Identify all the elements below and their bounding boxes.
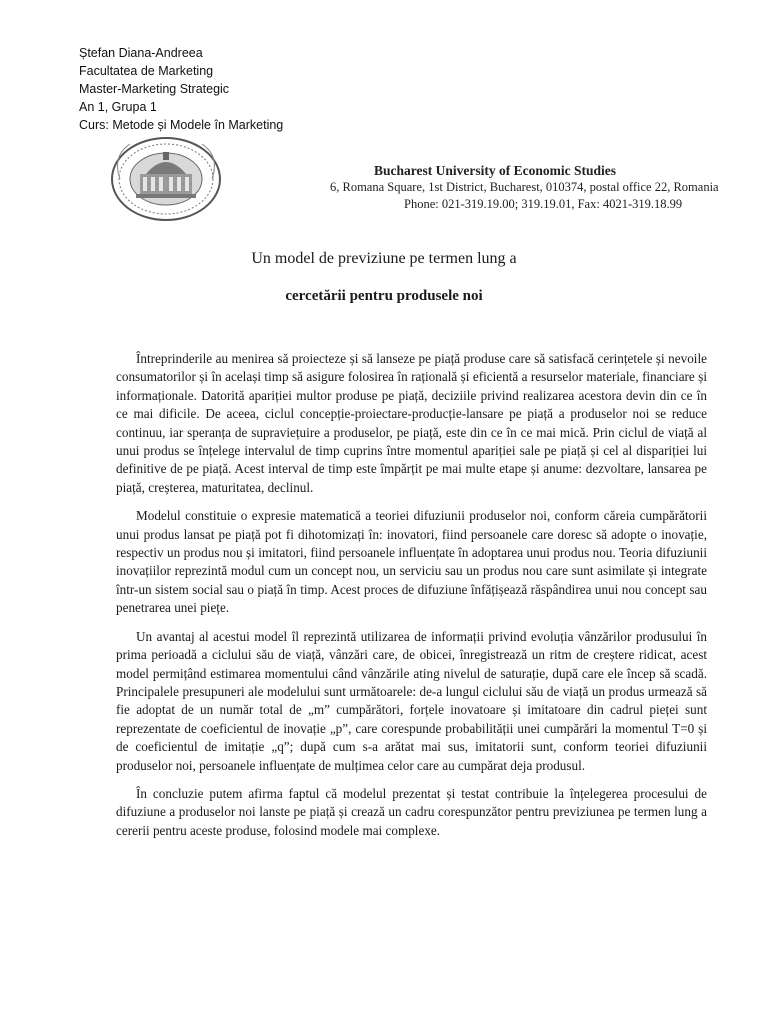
paragraph-2: Modelul constituie o expresie matematică a teoriei difuziunii produselor noi, conform căreia cumpărătorii unui produs lansat pe piață pot fi dihotomizați în: inovatori, fiind persoanele care doresc să adopte o inovație, respectiv un produs nou și imitatori, fiind persoanele influențate în adoptarea unui produs nou. Teoria difuziunii inovațiilor reprezintă modul cum un concept nou, un serviciu sau un produs nou care sunt asimilate și integrate într-un sistem social sau o piață în timp. Acest proces de difuziune înfățișează răspândirea unui nou concept sau penetrarea unei piețe. (116, 508, 707, 616)
university-header (110, 136, 719, 226)
paragraph-1: Întreprinderile au menirea să proiecteze și să lanseze pe piață produse care să satisfacă cerințetele și nevoile consumatorilor și în același timp să asigure folosirea în rațională și eficientă a resurselor materiale, financiare și informaționale. Datorită apariției multor produse pe piață, deciziile privind realizarea acestora devin din ce în ce mai dificile. De aceea, ciclul concepție-proiectare-producție-lansare pe piață a produselor noi se reduce continuu, iar speranța de supraviețuire a produselor, pe piață, este din ce în ce mai mică. Prin ciclul de viață al unui produs se înțelege intervalul de timp cuprins între momentul apariției sale pe piață și cel al dispariției lui definitive de pe piață. Acest interval de timp este împărțit pe mai multe etape și anume: dezvoltare, lansarea pe piață, creșterea, maturitatea, declinul. (116, 351, 707, 495)
document-title-line1: Un model de previziune pe termen lung a (251, 250, 517, 267)
university-phone: Phone: 021-319.19.00; 319.19.01, Fax: 4021-319.18.99 (404, 197, 683, 211)
author-name: Ștefan Diana-Andreea (79, 46, 203, 60)
author-course: Curs: Metode și Modele în Marketing (79, 118, 284, 132)
university-name: Bucharest University of Economic Studies (374, 163, 616, 178)
author-block (79, 44, 283, 134)
paragraph-3: Un avantaj al acestui model îl reprezintă utilizarea de informații privind evoluția vânzărilor produsului în prima perioadă a ciclului său de viață, vânzări care, de obicei, înregistrează un ritm de creștere ridicat, acest model permițând estimarea momentului când vânzările ating nivelul de saturație, după care ele încep să scadă. Principalele presupuneri ale modelului sunt următoarele: de-a lungul ciclului său de viață un produs urmează să fie adoptat de un număr total de „m” cumpărători, forțele inovatoare și imitatoare din cadrul pieței sunt reprezentate de coeficientul de inovație „p”, care corespunde probabilității unei cumpărări la momentul T=0 și de coeficientul de imitație „q”; după cum s-a arătat mai sus, imitatorii sunt, conform teoriei difuziunii produselor noi, persoanele influențate de mulțimea celor care au cumpărat deja produsul. (116, 628, 707, 773)
university-seal-icon (110, 136, 222, 222)
document-title-line2: cercetării pentru produsele noi (285, 288, 483, 304)
author-faculty: Facultatea de Marketing (79, 64, 214, 78)
paragraph-4: În concluzie putem afirma faptul că modelul prezentat și testat contribuie la înțelegerea procesului de difuziune a produselor noi lanste pe piață și crează un cadru corespunzător pentru previziunea pe termen lung a cererii pentru aceste produse, folosind modele mai complexe. (116, 785, 707, 838)
university-info (330, 162, 754, 213)
author-group: An 1, Grupa 1 (79, 100, 157, 114)
document-body (116, 350, 707, 850)
author-master: Master-Marketing Strategic (79, 82, 230, 96)
university-address: 6, Romana Square, 1st District, Bucharest, 010374, postal office 22, Romania (330, 180, 719, 194)
